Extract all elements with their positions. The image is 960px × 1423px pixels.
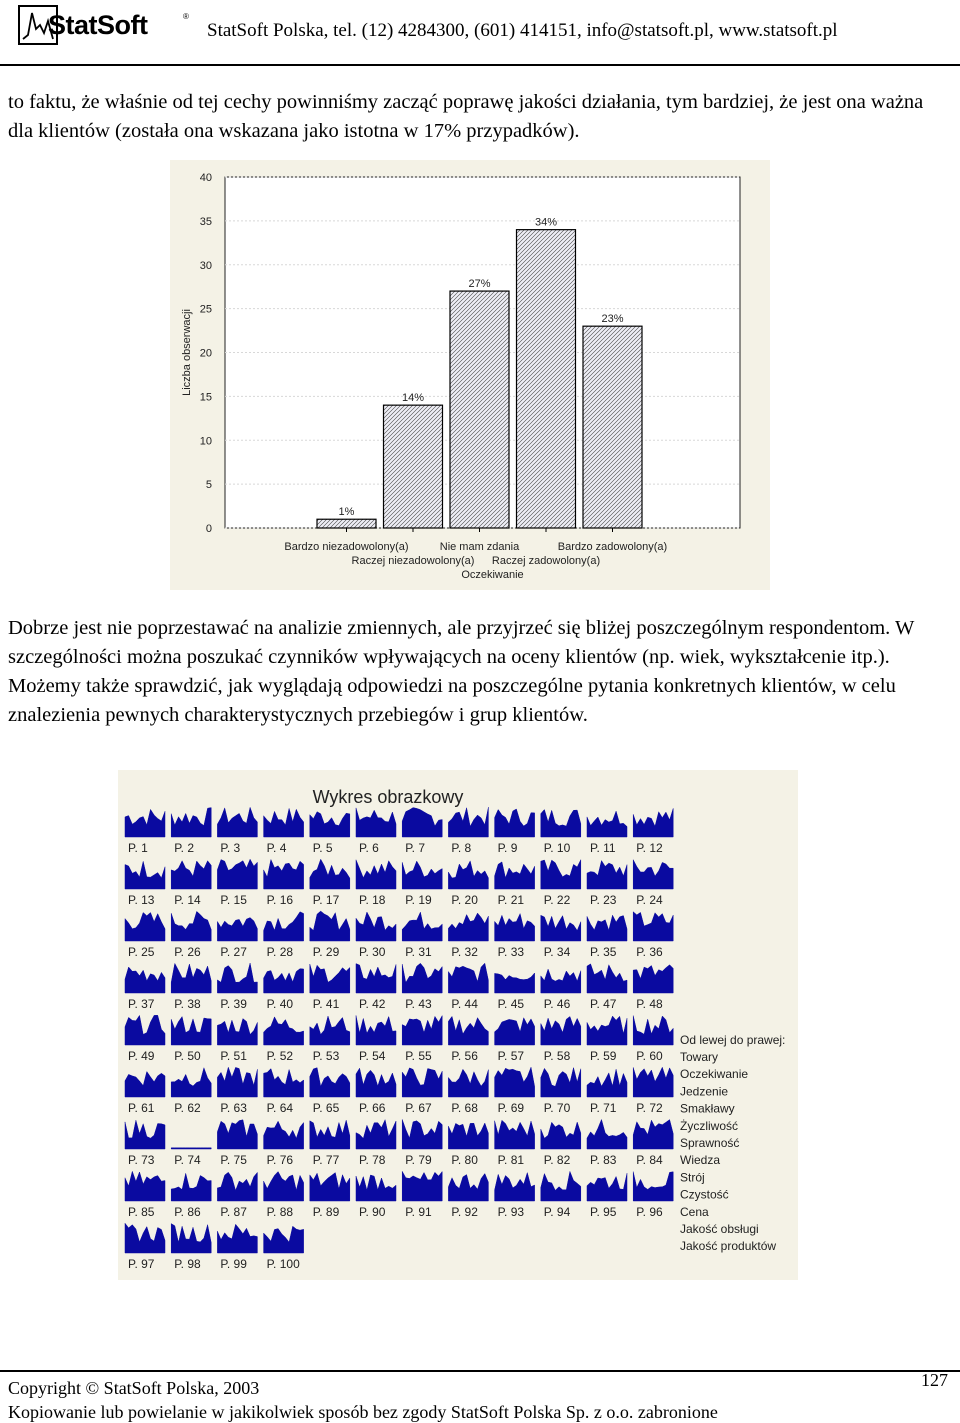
- case-profile-icon: [171, 1224, 211, 1253]
- y-tick-label: 30: [199, 259, 212, 272]
- case-label: P. 34: [543, 945, 571, 959]
- case-profile-icon: [217, 1172, 257, 1201]
- case-profile-icon: [541, 810, 581, 838]
- case-label: P. 65: [312, 1101, 340, 1115]
- case-profile-icon: [310, 1068, 350, 1097]
- case-profile-icon: [217, 1019, 257, 1045]
- case-label: P. 76: [266, 1153, 294, 1167]
- y-axis-label: Liczba obserwacji: [181, 309, 193, 396]
- legend-item: Cena: [680, 1204, 709, 1219]
- case-profile-icon: [633, 860, 673, 889]
- case-profile-icon: [587, 1173, 627, 1201]
- case-profile-icon: [402, 1068, 442, 1097]
- case-label: P. 78: [359, 1153, 386, 1167]
- case-label: P. 63: [220, 1101, 247, 1115]
- logo-registered-mark: ®: [183, 12, 189, 21]
- case-profile-icon: [448, 1069, 488, 1097]
- case-profile-icon: [310, 1173, 350, 1201]
- legend-item: Smakławy: [680, 1101, 735, 1116]
- case-label: P. 85: [128, 1205, 155, 1219]
- case-profile-icon: [125, 809, 165, 837]
- case-label: P. 44: [451, 997, 478, 1011]
- case-profile-icon: [171, 1017, 211, 1045]
- paragraph-intro: to faktu, że właśnie od tej cechy powinniśmy zacząć poprawę jakości działania, tym bardziej, że jest ona ważna dla klientów (została ona wskazana jako istotna w 17% przypadków).: [8, 91, 924, 142]
- case-profile-icon: [171, 861, 211, 889]
- case-label: P. 99: [220, 1257, 247, 1271]
- case-label: P. 19: [405, 893, 432, 907]
- icon-plot-wykres-obrazkowy: [118, 770, 798, 1280]
- case-profile-icon: [356, 808, 396, 837]
- y-tick-label: 35: [199, 215, 212, 228]
- legend-item: Życzliwość: [680, 1118, 739, 1133]
- case-profile-icon: [495, 1120, 535, 1149]
- case-label: P. 50: [174, 1049, 201, 1063]
- case-profile-icon: [448, 1016, 488, 1045]
- case-profile-icon: [495, 973, 535, 993]
- case-profile-icon: [633, 1016, 673, 1046]
- case-profile-icon: [171, 1068, 211, 1097]
- case-label: P. 2: [174, 841, 195, 855]
- case-label: P. 72: [636, 1101, 663, 1115]
- case-label: P. 100: [266, 1257, 300, 1271]
- legend-item: Strój: [680, 1170, 705, 1185]
- case-profile-icon: [264, 808, 304, 837]
- case-label: P. 32: [451, 945, 478, 959]
- case-profile-icon: [541, 1068, 581, 1097]
- case-profile-icon: [125, 1223, 165, 1253]
- case-label: P. 66: [359, 1101, 386, 1115]
- case-profile-icon: [356, 1068, 396, 1097]
- legend-item: Wiedza: [680, 1153, 721, 1168]
- case-profile-icon: [310, 911, 350, 941]
- bar: [317, 519, 376, 528]
- case-profile-icon: [587, 964, 627, 993]
- case-label: P. 20: [451, 893, 478, 907]
- case-profile-icon: [402, 1171, 442, 1201]
- case-profile-icon: [264, 1226, 304, 1253]
- bar: [450, 291, 509, 528]
- case-label: P. 71: [590, 1101, 617, 1115]
- case-label: P. 38: [174, 997, 201, 1011]
- case-profile-icon: [541, 969, 581, 993]
- case-label: P. 57: [497, 1049, 525, 1063]
- case-profile-icon: [310, 1120, 350, 1149]
- footer-notice: Kopiowanie lub powielanie w jakikolwiek sposób bez zgody StatSoft Polska Sp. z o.o. zabronione: [8, 1402, 718, 1422]
- case-label: P. 39: [220, 997, 247, 1011]
- case-label: P. 53: [312, 1049, 340, 1063]
- case-label: P. 73: [128, 1153, 155, 1167]
- case-label: P. 69: [497, 1101, 525, 1115]
- legend-title: Od lewej do prawej:: [680, 1033, 786, 1047]
- case-profile-icon: [125, 861, 165, 889]
- case-profile-icon: [495, 1067, 535, 1097]
- case-label: P. 31: [405, 945, 432, 959]
- case-profile-icon: [495, 914, 535, 941]
- case-label: P. 13: [128, 893, 155, 907]
- legend-item: Jakość produktów: [680, 1239, 777, 1254]
- case-label: P. 37: [128, 997, 155, 1011]
- y-tick-label: 5: [205, 479, 212, 492]
- case-label: P. 61: [128, 1101, 155, 1115]
- case-profile-icon: [125, 1072, 165, 1098]
- case-profile-icon: [402, 861, 442, 889]
- y-tick-label: 0: [205, 523, 212, 535]
- case-profile-icon: [264, 1121, 304, 1149]
- bar-data-label: 34%: [534, 216, 558, 229]
- case-profile-icon: [495, 862, 535, 889]
- case-profile-icon: [633, 808, 673, 837]
- case-label: P. 5: [312, 841, 333, 855]
- case-label: P. 6: [359, 841, 379, 855]
- case-profile-icon: [217, 963, 257, 993]
- case-label: P. 4: [266, 841, 287, 855]
- case-profile-icon: [402, 1119, 442, 1149]
- case-label: P. 58: [543, 1049, 571, 1063]
- case-profile-icon: [633, 1172, 673, 1201]
- case-profile-icon: [171, 911, 211, 941]
- case-profile-icon: [633, 1120, 673, 1149]
- case-profile-icon: [217, 918, 257, 941]
- case-label: P. 82: [543, 1153, 571, 1167]
- y-tick-label: 40: [199, 172, 212, 184]
- y-tick-label: 10: [199, 435, 212, 448]
- case-profile-icon: [541, 1171, 581, 1201]
- case-profile-icon: [587, 1069, 627, 1097]
- case-label: P. 96: [636, 1205, 663, 1219]
- case-profile-icon: [495, 1173, 535, 1201]
- case-profile-icon: [402, 963, 442, 993]
- case-label: P. 91: [405, 1205, 432, 1219]
- case-profile-icon: [217, 1120, 257, 1149]
- case-profile-icon: [310, 1016, 350, 1045]
- case-profile-icon: [541, 1122, 581, 1149]
- case-profile-icon: [448, 1174, 488, 1202]
- case-profile-icon: [541, 860, 581, 889]
- case-profile-icon: [125, 913, 165, 942]
- footer-divider: [0, 1370, 960, 1372]
- case-profile-icon: [264, 969, 304, 993]
- case-label: P. 1: [128, 841, 148, 855]
- case-label: P. 60: [636, 1049, 663, 1063]
- case-label: P. 47: [590, 997, 617, 1011]
- case-profile-icon: [356, 964, 396, 993]
- case-label: P. 45: [497, 997, 525, 1011]
- bar-data-label: 23%: [601, 313, 624, 326]
- case-label: P. 98: [174, 1257, 201, 1271]
- case-label: P. 75: [220, 1153, 247, 1167]
- case-label: P. 22: [543, 893, 571, 907]
- case-profile-icon: [264, 1172, 304, 1201]
- case-label: P. 94: [543, 1205, 571, 1219]
- case-profile-icon: [217, 1067, 257, 1097]
- case-label: P. 67: [405, 1101, 432, 1115]
- bar-data-label: 1%: [338, 506, 355, 519]
- case-label: P. 92: [451, 1205, 478, 1219]
- case-profile-icon: [587, 861, 627, 889]
- case-label: P. 33: [497, 945, 525, 959]
- case-profile-icon: [310, 812, 350, 837]
- bar: [583, 326, 642, 528]
- case-label: P. 9: [497, 841, 518, 855]
- histogram-oczekiwanie: [170, 160, 770, 590]
- case-profile-icon: [356, 1016, 396, 1046]
- case-profile-icon: [587, 811, 627, 837]
- y-tick-label: 15: [199, 391, 212, 404]
- bar: [384, 405, 443, 528]
- case-label: P. 77: [312, 1153, 340, 1167]
- case-label: P. 26: [174, 945, 201, 959]
- case-profile-icon: [217, 859, 257, 889]
- case-label: P. 51: [220, 1049, 247, 1063]
- icon-plot-title: Wykres obrazkowy: [312, 787, 464, 807]
- case-profile-icon: [356, 860, 396, 889]
- case-label: P. 89: [312, 1205, 340, 1219]
- y-tick-label: 25: [199, 303, 212, 316]
- case-label: P. 97: [128, 1257, 155, 1271]
- legend-item: Sprawność: [680, 1136, 740, 1150]
- case-label: P. 79: [405, 1153, 432, 1167]
- x-tick-label: Raczej niezadowolony(a): [351, 555, 475, 567]
- case-profile-icon: [171, 808, 211, 837]
- case-profile-icon: [587, 915, 627, 941]
- case-profile-icon: [448, 861, 488, 889]
- case-label: P. 43: [405, 997, 432, 1011]
- case-profile-icon: [495, 1018, 535, 1045]
- case-profile-icon: [541, 1017, 581, 1046]
- case-profile-icon: [448, 963, 488, 993]
- case-label: P. 62: [174, 1101, 201, 1115]
- page-header: [0, 0, 960, 66]
- case-label: P. 12: [636, 841, 663, 855]
- case-profile-icon: [633, 965, 673, 993]
- case-profile-icon: [633, 912, 673, 941]
- case-profile-icon: [264, 1017, 304, 1045]
- x-tick-label: Nie mam zdania: [439, 541, 520, 553]
- case-profile-icon: [310, 964, 350, 993]
- case-profile-icon: [495, 809, 535, 837]
- case-profile-icon: [448, 807, 488, 837]
- case-label: P. 93: [497, 1205, 525, 1219]
- case-profile-icon: [310, 859, 350, 889]
- case-profile-icon: [448, 913, 488, 941]
- case-label: P. 49: [128, 1049, 155, 1063]
- case-profile-icon: [217, 807, 257, 837]
- case-label: P. 83: [590, 1153, 617, 1167]
- case-label: P. 16: [266, 893, 294, 907]
- case-label: P. 10: [543, 841, 571, 855]
- case-profile-icon: [171, 1173, 211, 1201]
- case-profile-icon: [171, 963, 211, 993]
- case-label: P. 81: [497, 1153, 525, 1167]
- case-label: P. 56: [451, 1049, 478, 1063]
- logo-text: StatSoft: [48, 10, 148, 40]
- case-profile-icon: [125, 1120, 165, 1149]
- case-profile-icon: [402, 1016, 442, 1045]
- bar-data-label: 14%: [401, 392, 425, 405]
- case-profile-icon: [171, 1148, 211, 1149]
- y-tick-label: 20: [199, 347, 212, 360]
- case-label: P. 48: [636, 997, 663, 1011]
- bar: [517, 230, 576, 528]
- case-label: P. 29: [312, 945, 340, 959]
- case-label: P. 40: [266, 997, 294, 1011]
- case-label: P. 70: [543, 1101, 571, 1115]
- case-label: P. 15: [220, 893, 247, 907]
- case-label: P. 54: [359, 1049, 386, 1063]
- paragraph-respondents: Dobrze jest nie poprzestawać na analizie zmiennych, ale przyjrzeć się bliżej poszczególnym respondentom. W szczególności można poszukać czynników wpływających na oceny klientów (np. wiek, wykształcenie itp.). Możemy także sprawdzić, jak wyglądają odpowiedzi na poszczególne pytania konkretnych klientów, w celu znalezienia pewnych charakterystycznych przebiegów i grup klientów.: [8, 617, 914, 726]
- case-label: P. 87: [220, 1205, 247, 1219]
- case-profile-icon: [264, 860, 304, 890]
- footer-copyright: Copyright © StatSoft Polska, 2003: [8, 1378, 260, 1398]
- legend-item: Jakość obsługi: [680, 1222, 759, 1236]
- case-label: P. 7: [405, 841, 426, 855]
- case-label: P. 86: [174, 1205, 201, 1219]
- case-label: P. 74: [174, 1153, 201, 1167]
- case-label: P. 95: [590, 1205, 617, 1219]
- bar-data-label: 27%: [468, 278, 491, 291]
- legend-item: Towary: [680, 1050, 719, 1064]
- case-label: P. 18: [359, 893, 386, 907]
- case-label: P. 80: [451, 1153, 478, 1167]
- case-label: P. 90: [359, 1205, 386, 1219]
- header-contact-info: StatSoft Polska, tel. (12) 4284300, (601) 414151, info@statsoft.pl, www.statsoft.pl: [207, 20, 838, 41]
- legend-item: Jedzenie: [680, 1084, 729, 1099]
- case-label: P. 28: [266, 945, 294, 959]
- case-profile-icon: [402, 808, 442, 837]
- case-label: P. 36: [636, 945, 663, 959]
- case-label: P. 59: [590, 1049, 617, 1063]
- case-label: P. 3: [220, 841, 241, 855]
- case-label: P. 68: [451, 1101, 478, 1115]
- case-label: P. 24: [636, 893, 663, 907]
- case-label: P. 35: [590, 945, 617, 959]
- case-label: P. 55: [405, 1049, 432, 1063]
- case-profile-icon: [541, 915, 581, 941]
- case-label: P. 14: [174, 893, 201, 907]
- case-label: P. 23: [590, 893, 617, 907]
- case-label: P. 8: [451, 841, 472, 855]
- legend-item: Czystość: [680, 1187, 729, 1202]
- case-profile-icon: [217, 1224, 257, 1253]
- case-label: P. 42: [359, 997, 386, 1011]
- case-label: P. 46: [543, 997, 571, 1011]
- x-tick-label: Bardzo niezadowolony(a): [284, 541, 409, 553]
- case-label: P. 41: [312, 997, 340, 1011]
- case-profile-icon: [125, 1015, 165, 1045]
- case-profile-icon: [448, 1123, 488, 1149]
- case-profile-icon: [356, 1175, 396, 1201]
- case-profile-icon: [633, 1067, 673, 1097]
- case-label: P. 27: [220, 945, 247, 959]
- x-tick-label: Raczej zadowolony(a): [491, 555, 601, 567]
- case-profile-icon: [264, 1069, 304, 1097]
- case-label: P. 17: [312, 893, 340, 907]
- case-label: P. 21: [497, 893, 525, 907]
- case-profile-icon: [125, 967, 165, 993]
- case-label: P. 25: [128, 945, 155, 959]
- case-label: P. 88: [266, 1205, 294, 1219]
- case-label: P. 84: [636, 1153, 663, 1167]
- case-profile-icon: [402, 912, 442, 941]
- case-profile-icon: [125, 1171, 165, 1201]
- case-label: P. 64: [266, 1101, 294, 1115]
- case-label: P. 52: [266, 1049, 294, 1063]
- x-tick-label: Bardzo zadowolony(a): [557, 541, 668, 553]
- x-axis-label: Oczekiwanie: [461, 569, 524, 581]
- case-profile-icon: [356, 1120, 396, 1149]
- case-profile-icon: [587, 1120, 627, 1150]
- case-label: P. 11: [590, 841, 616, 855]
- case-profile-icon: [264, 912, 304, 941]
- case-profile-icon: [587, 1016, 627, 1045]
- case-label: P. 30: [359, 945, 386, 959]
- page-number: 127: [921, 1370, 948, 1390]
- legend-item: Oczekiwanie: [680, 1067, 749, 1082]
- case-profile-icon: [356, 912, 396, 941]
